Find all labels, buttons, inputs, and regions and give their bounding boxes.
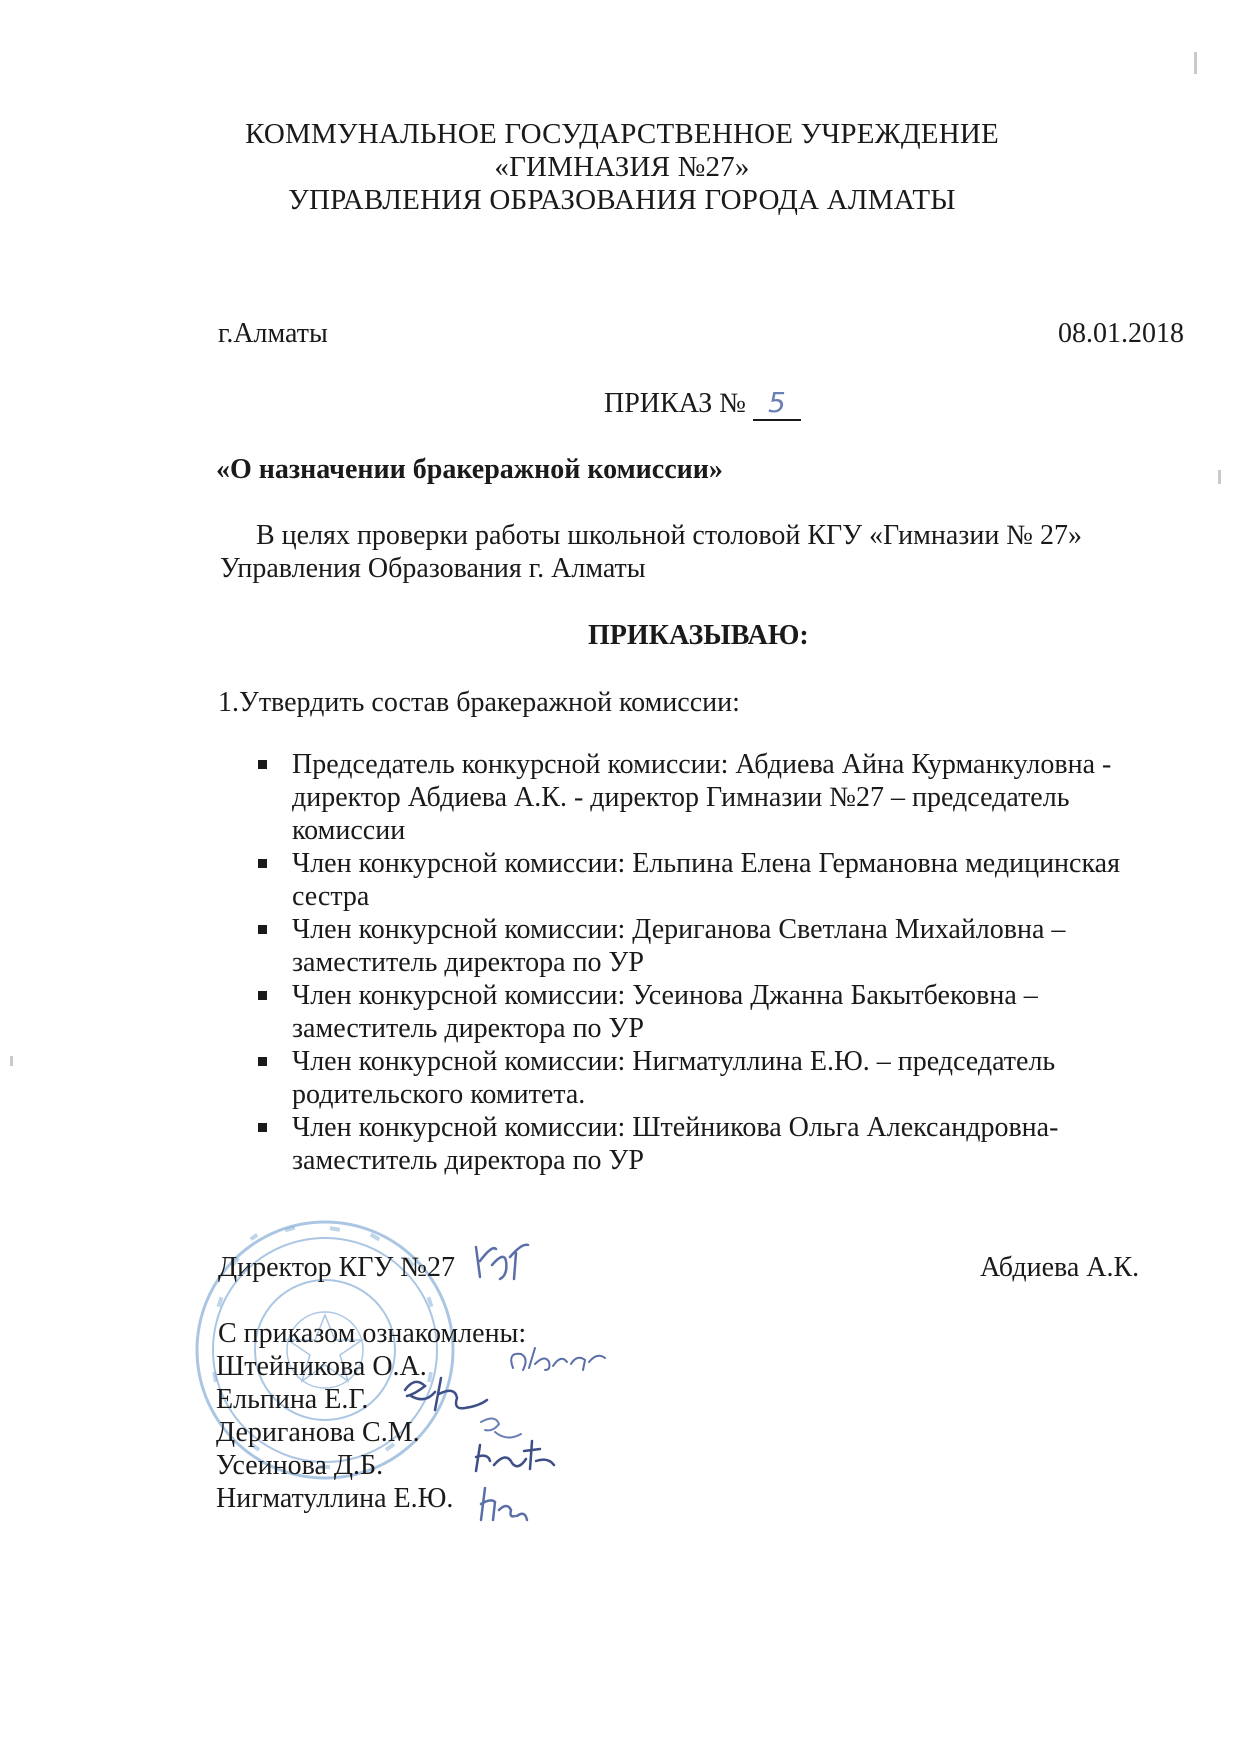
bullet-icon: [258, 991, 267, 1000]
bullet-icon: [258, 1123, 267, 1132]
list-item: Член конкурсной комиссии: Нигматуллина Е.Ю. – председатель родительского комитета.: [258, 1045, 1198, 1111]
date: 08.01.2018: [1058, 318, 1184, 349]
signature-icon: [395, 1370, 495, 1418]
acquainted-name: Ельпина Е.Г.: [216, 1384, 369, 1415]
point-1: 1.Утвердить состав бракеражной комиссии:: [218, 687, 740, 718]
order-title: [604, 386, 801, 421]
order-number: 5: [753, 386, 801, 421]
list-item: Председатель конкурсной комиссии: Абдиева Айна Курманкуловна - директор Абдиева А.К. - директор Гимназии №27 – председатель комиссии: [258, 748, 1198, 847]
director-title: Директор КГУ №27: [218, 1252, 456, 1283]
header-line-2: «ГИМНАЗИЯ №27»: [494, 151, 750, 183]
preamble-line-2: Управления Образования г. Алматы: [220, 553, 646, 584]
signature-icon: [470, 1435, 560, 1479]
bullet-icon: [258, 1057, 267, 1066]
bullet-icon: [258, 760, 267, 769]
director-signature-icon: [470, 1235, 540, 1285]
place: г.Алматы: [218, 318, 328, 349]
acquainted-name: Нигматуллина Е.Ю.: [216, 1483, 454, 1514]
header-line-3: УПРАВЛЕНИЯ ОБРАЗОВАНИЯ ГОРОДА АЛМАТЫ: [288, 184, 956, 216]
list-item: Член конкурсной комиссии: Штейникова Ольга Александровна- заместитель директора по УР: [258, 1111, 1198, 1177]
list-item: Член конкурсной комиссии: Усеинова Джанна Бакытбековна – заместитель директора по УР: [258, 979, 1198, 1045]
list-item: Член конкурсной комиссии: Дериганова Светлана Михайловна – заместитель директора по УР: [258, 913, 1198, 979]
signature-icon: [475, 1482, 535, 1526]
signature-icon: [505, 1340, 615, 1380]
acquainted-name: Дериганова С.М.: [216, 1417, 420, 1448]
order-label: ПРИКАЗ №: [604, 388, 746, 419]
preamble-line-1: В целях проверки работы школьной столовой КГУ «Гимназии № 27»: [256, 520, 1083, 551]
commission-members-list: [258, 748, 1198, 1177]
bullet-icon: [258, 859, 267, 868]
scan-mark: [1194, 52, 1197, 74]
acquainted-heading: С приказом ознакомлены:: [218, 1318, 527, 1349]
decree-heading: ПРИКАЗЫВАЮ:: [588, 620, 809, 651]
order-subject: «О назначении бракеражной комиссии»: [216, 454, 723, 485]
scan-mark: [1218, 470, 1221, 484]
scan-mark: [10, 1056, 13, 1066]
director-name: Абдиева А.К.: [980, 1252, 1140, 1283]
list-item: Член конкурсной комиссии: Ельпина Елена Германовна медицинская сестра: [258, 847, 1198, 913]
acquainted-name: Усеинова Д.Б.: [216, 1450, 384, 1481]
bullet-icon: [258, 925, 267, 934]
header-line-1: КОММУНАЛЬНОЕ ГОСУДАРСТВЕННОЕ УЧРЕЖДЕНИЕ: [245, 118, 999, 150]
acquainted-name: Штейникова О.А.: [216, 1351, 427, 1382]
